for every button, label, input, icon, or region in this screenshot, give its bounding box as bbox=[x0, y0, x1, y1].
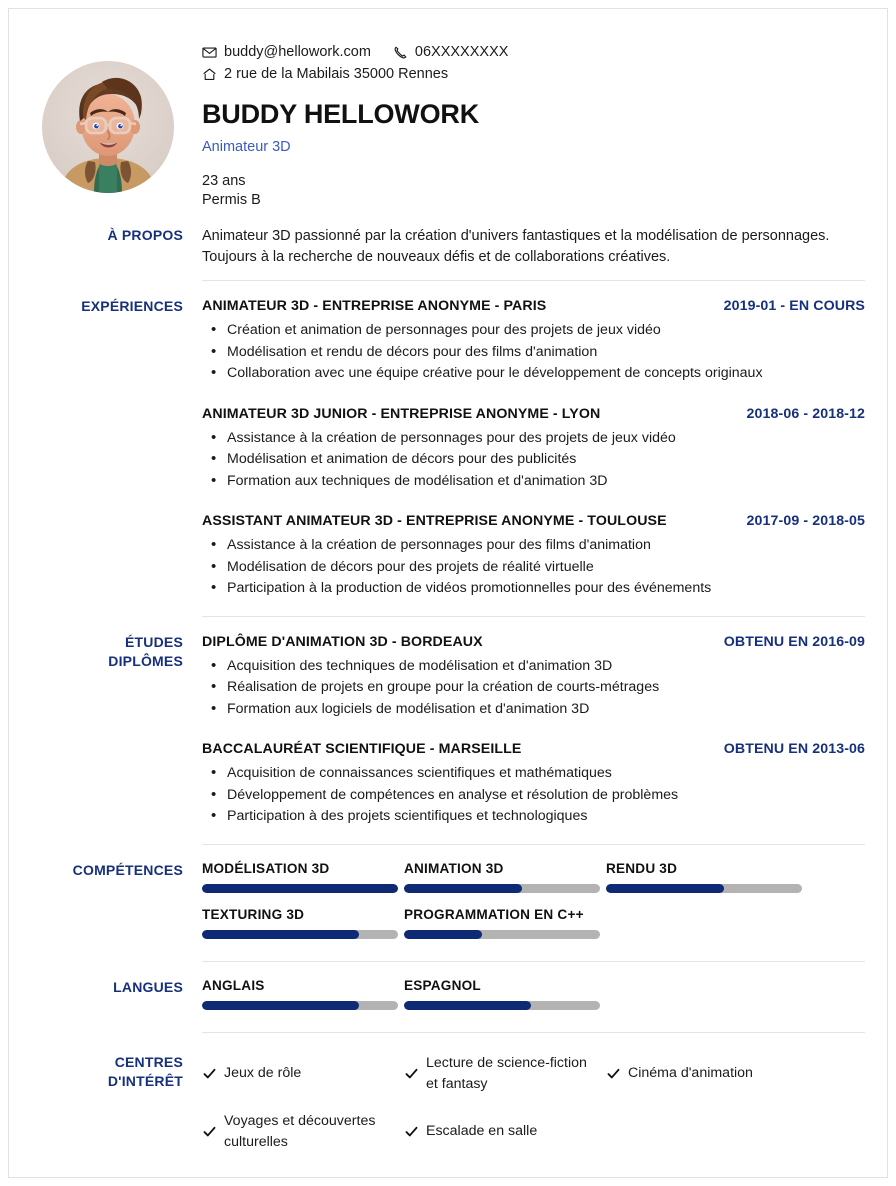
contact-email bbox=[202, 41, 371, 63]
avatar bbox=[42, 61, 174, 193]
education-bullets bbox=[202, 656, 865, 721]
list-item: • Création et animation de personnages pour des projets de jeux vidéo bbox=[202, 320, 865, 342]
skill-item bbox=[202, 907, 404, 939]
skill-name: TEXTURING 3D bbox=[202, 906, 305, 922]
skill-name: ANIMATION 3D bbox=[404, 860, 504, 876]
skill-bar-fill bbox=[202, 884, 398, 893]
list-item: • Acquisition des techniques de modélisation et d'animation 3D bbox=[202, 656, 865, 678]
page-title: BUDDY HELLOWORK bbox=[202, 99, 479, 129]
skill-name: PROGRAMMATION EN C++ bbox=[404, 906, 584, 922]
check-icon bbox=[202, 1124, 217, 1139]
interests-grid bbox=[202, 1053, 865, 1169]
languages-grid bbox=[202, 978, 865, 1024]
skill-bar-fill bbox=[404, 930, 482, 939]
interest-label: Escalade en salle bbox=[426, 1123, 538, 1140]
skill-bar-track bbox=[202, 930, 398, 939]
experience-title: ANIMATEUR 3D JUNIOR - ENTREPRISE ANONYME - LYON bbox=[202, 405, 601, 422]
experience-bullets bbox=[202, 535, 865, 600]
experience-bullets bbox=[202, 320, 865, 385]
section-label-experiences: EXPÉRIENCES bbox=[81, 298, 183, 315]
list-item: • Formation aux logiciels de modélisation et d'animation 3D bbox=[202, 699, 865, 721]
section-label-education-line2: DIPLÔMES bbox=[108, 652, 183, 669]
section-interests bbox=[31, 1053, 865, 1169]
envelope-icon bbox=[202, 45, 217, 60]
age-text: 23 ans bbox=[202, 173, 246, 190]
experience-entry bbox=[202, 512, 865, 600]
education-date: OBTENU EN 2016-09 bbox=[723, 633, 865, 650]
resume-header bbox=[31, 35, 865, 210]
language-bar-track bbox=[404, 1001, 600, 1010]
interest-label: Lecture de science-fiction et fantasy bbox=[426, 1054, 587, 1092]
experience-date: 2019-01 - EN COURS bbox=[723, 298, 865, 315]
section-label-interests-line2: D'INTÉRÊT bbox=[107, 1072, 183, 1089]
experience-date: 2018-06 - 2018-12 bbox=[746, 405, 865, 422]
phone-text: 06XXXXXXXX bbox=[414, 44, 509, 60]
skill-bar-fill bbox=[606, 884, 724, 893]
education-title: BACCALAURÉAT SCIENTIFIQUE - MARSEILLE bbox=[202, 741, 522, 758]
list-item: • Modélisation et rendu de décors pour des films d'animation bbox=[202, 342, 865, 364]
section-education bbox=[31, 633, 865, 832]
phone-icon bbox=[393, 45, 408, 60]
address-text: 2 rue de la Mabilais 35000 Rennes bbox=[224, 66, 449, 82]
language-name: ANGLAIS bbox=[202, 977, 265, 993]
education-title: DIPLÔME D'ANIMATION 3D - BORDEAUX bbox=[202, 633, 483, 650]
list-item: • Réalisation de projets en groupe pour la création de courts-métrages bbox=[202, 677, 865, 699]
list-item: • Assistance à la création de personnages pour des films d'animation bbox=[202, 535, 865, 557]
list-item: • Modélisation et animation de décors pour des publicités bbox=[202, 449, 865, 471]
section-label-education-line1: ÉTUDES bbox=[125, 633, 183, 650]
skill-bar-track bbox=[202, 884, 398, 893]
education-entry bbox=[202, 740, 865, 828]
language-bar-fill bbox=[202, 1001, 359, 1010]
skill-name: RENDU 3D bbox=[606, 860, 678, 876]
section-label-skills: COMPÉTENCES bbox=[72, 861, 183, 878]
language-bar-fill bbox=[404, 1001, 531, 1010]
section-label-interests-line1: CENTRES bbox=[114, 1053, 183, 1070]
skill-bar-track bbox=[404, 884, 600, 893]
list-item: • Participation à la production de vidéos promotionnelles pour des événements bbox=[202, 578, 865, 600]
skill-item bbox=[404, 907, 606, 939]
skill-item bbox=[404, 861, 606, 893]
list-item: • Développement de compétences en analyse et résolution de problèmes bbox=[202, 785, 865, 807]
contact-line-2 bbox=[202, 63, 865, 85]
list-item: • Assistance à la création de personnages pour des projets de jeux vidéo bbox=[202, 428, 865, 450]
interest-label: Jeux de rôle bbox=[224, 1065, 302, 1082]
skill-item bbox=[202, 861, 404, 893]
experience-title: ASSISTANT ANIMATEUR 3D - ENTREPRISE ANONYME - TOULOUSE bbox=[202, 513, 667, 530]
skill-item bbox=[606, 861, 808, 893]
about-text: Animateur 3D passionné par la création d'univers fantastiques et la modélisation de personnages. Toujours à la recherche de nouveaux défis et de collaborations créatives. bbox=[202, 228, 830, 266]
language-item bbox=[404, 978, 606, 1010]
language-name: ESPAGNOL bbox=[404, 977, 481, 993]
section-skills bbox=[31, 861, 865, 953]
experience-date: 2017-09 - 2018-05 bbox=[746, 513, 865, 530]
licence-text: Permis B bbox=[202, 192, 261, 209]
section-label-languages: LANGUES bbox=[113, 978, 183, 995]
section-experiences bbox=[31, 297, 865, 604]
home-icon bbox=[202, 67, 217, 82]
header-main bbox=[194, 35, 865, 210]
education-bullets bbox=[202, 763, 865, 828]
education-date: OBTENU EN 2013-06 bbox=[723, 741, 865, 758]
skill-bar-track bbox=[404, 930, 600, 939]
check-icon bbox=[202, 1066, 217, 1081]
skill-name: MODÉLISATION 3D bbox=[202, 860, 330, 876]
list-item: • Acquisition de connaissances scientifiques et mathématiques bbox=[202, 763, 865, 785]
check-icon bbox=[404, 1124, 419, 1139]
list-item: • Collaboration avec une équipe créative pour le développement de concepts originaux bbox=[202, 363, 865, 385]
education-entry bbox=[202, 633, 865, 721]
language-item bbox=[202, 978, 404, 1010]
check-icon bbox=[606, 1066, 621, 1081]
contact-line-1 bbox=[202, 41, 865, 63]
interest-item bbox=[202, 1053, 404, 1095]
interest-item bbox=[404, 1111, 606, 1153]
section-label-education bbox=[31, 633, 194, 671]
job-title: Animateur 3D bbox=[202, 139, 291, 156]
interest-item bbox=[202, 1111, 404, 1153]
skill-bar-track bbox=[606, 884, 802, 893]
avatar-column bbox=[31, 35, 194, 193]
list-item: • Participation à des projets scientifiques et technologiques bbox=[202, 806, 865, 828]
interest-item bbox=[606, 1053, 808, 1095]
check-icon bbox=[404, 1066, 419, 1081]
experience-bullets bbox=[202, 428, 865, 493]
list-item: • Modélisation de décors pour des projets de réalité virtuelle bbox=[202, 557, 865, 579]
email-text: buddy@hellowork.com bbox=[224, 44, 371, 60]
interest-label: Voyages et découvertes culturelles bbox=[224, 1112, 376, 1150]
interest-item bbox=[404, 1053, 606, 1095]
language-bar-track bbox=[202, 1001, 398, 1010]
section-label-interests bbox=[31, 1053, 194, 1091]
experience-title: ANIMATEUR 3D - ENTREPRISE ANONYME - PARIS bbox=[202, 298, 547, 315]
contact-phone bbox=[393, 41, 509, 63]
skill-bar-fill bbox=[404, 884, 522, 893]
resume-page bbox=[8, 8, 888, 1178]
experience-entry bbox=[202, 297, 865, 385]
avatar-illustration bbox=[42, 61, 174, 193]
section-about bbox=[31, 226, 865, 268]
experience-entry bbox=[202, 405, 865, 493]
skill-bar-fill bbox=[202, 930, 359, 939]
section-label-about: À PROPOS bbox=[107, 227, 183, 244]
contact-address bbox=[202, 63, 448, 85]
list-item: • Formation aux techniques de modélisation et d'animation 3D bbox=[202, 471, 865, 493]
section-languages bbox=[31, 978, 865, 1024]
skills-grid bbox=[202, 861, 865, 953]
interest-label: Cinéma d'animation bbox=[628, 1065, 753, 1082]
